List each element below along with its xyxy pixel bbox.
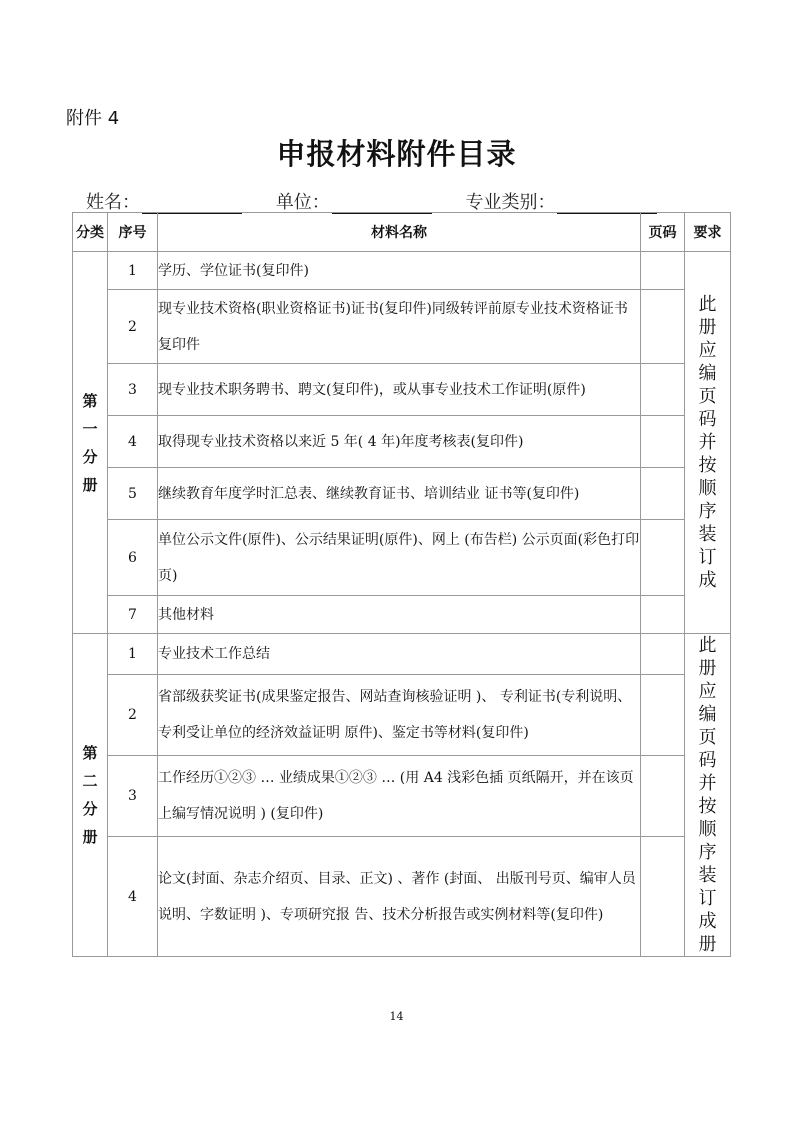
table-row xyxy=(73,252,731,290)
category-text: 第一分册 xyxy=(82,391,98,494)
material-name: 继续教育年度学时汇总表、继续教育证书、培训结业 证书等(复印件) xyxy=(158,468,641,520)
document-title: 申报材料附件目录 xyxy=(276,137,517,171)
material-name: 论文(封面、杂志介绍页、目录、正文) 、著作 (封面、 出版刊号页、编审人员说明、字数证明 )、专项研究报 告、技术分析报告或实例材料等(复印件) xyxy=(158,837,641,957)
row-number: 2 xyxy=(108,674,158,755)
table-row xyxy=(73,596,731,634)
material-name: 单位公示文件(原件)、公示结果证明(原件)、网上 (布告栏) 公示页面(彩色打印页) xyxy=(158,520,641,596)
row-number: 3 xyxy=(108,364,158,416)
name-field xyxy=(86,188,242,214)
header-material-name: 材料名称 xyxy=(158,213,641,252)
header-requirement: 要求 xyxy=(685,213,731,252)
name-label: 姓名： xyxy=(86,192,140,213)
material-name: 现专业技术资格(职业资格证书)证书(复印件)同级转评前原专业技术资格证书复印件 xyxy=(158,290,641,364)
row-number: 4 xyxy=(108,837,158,957)
header-category: 分类 xyxy=(73,213,108,252)
row-number: 4 xyxy=(108,416,158,468)
requirement-cell-volume-1 xyxy=(685,252,731,634)
page-cell xyxy=(641,468,685,520)
unit-field xyxy=(276,188,432,214)
requirement-text: 此册应编页码并按顺序装订成册 xyxy=(698,635,717,955)
table-row xyxy=(73,755,731,836)
header-number: 序号 xyxy=(108,213,158,252)
table-row xyxy=(73,674,731,755)
category-cell-volume-2 xyxy=(73,634,108,957)
page-cell xyxy=(641,416,685,468)
row-number: 1 xyxy=(108,634,158,675)
page-cell xyxy=(641,674,685,755)
page-cell xyxy=(641,596,685,634)
row-number: 1 xyxy=(108,252,158,290)
row-number: 3 xyxy=(108,755,158,836)
page-cell xyxy=(641,520,685,596)
requirement-text: 此册应编页码并按顺序装订成 xyxy=(698,294,717,591)
applicant-info-line xyxy=(86,188,685,214)
page-cell xyxy=(641,252,685,290)
page-cell xyxy=(641,837,685,957)
material-name: 取得现专业技术资格以来近 5 年( 4 年)年度考核表(复印件) xyxy=(158,416,641,468)
page-cell xyxy=(641,290,685,364)
material-name: 现专业技术职务聘书、聘文(复印件)，或从事专业技术工作证明(原件) xyxy=(158,364,641,416)
row-number: 2 xyxy=(108,290,158,364)
material-name: 专业技术工作总结 xyxy=(158,634,641,675)
row-number: 5 xyxy=(108,468,158,520)
table-row xyxy=(73,837,731,957)
page-number: 14 xyxy=(389,1010,404,1023)
material-name: 工作经历①②③ … 业绩成果①②③ … (用 A4 浅彩色插 页纸隔开，并在该页上编写情况说明 ) (复印件) xyxy=(158,755,641,836)
table-row xyxy=(73,290,731,364)
table-row xyxy=(73,416,731,468)
page-cell xyxy=(641,634,685,675)
page-cell xyxy=(641,755,685,836)
requirement-cell-volume-2 xyxy=(685,634,731,957)
row-number: 6 xyxy=(108,520,158,596)
category-field xyxy=(465,188,657,214)
unit-label: 单位： xyxy=(275,192,330,213)
material-name: 学历、学位证书(复印件) xyxy=(158,252,641,290)
category-label: 专业类别： xyxy=(465,192,556,213)
category-cell-volume-1 xyxy=(73,252,108,634)
table-row xyxy=(73,468,731,520)
material-name: 省部级获奖证书(成果鉴定报告、网站查询核验证明 )、 专利证书(专利说明、专利受让单位的经济效益证明 原件)、鉴定书等材料(复印件) xyxy=(158,674,641,755)
category-text: 第二分册 xyxy=(82,744,98,846)
page-cell xyxy=(641,364,685,416)
catalog-table xyxy=(72,212,731,957)
table-row xyxy=(73,364,731,416)
table-row xyxy=(73,634,731,675)
table-header-row xyxy=(73,213,731,252)
material-name: 其他材料 xyxy=(158,596,641,634)
header-page: 页码 xyxy=(641,213,685,252)
attachment-label: 附件 4 xyxy=(66,108,120,129)
row-number: 7 xyxy=(108,596,158,634)
table-row xyxy=(73,520,731,596)
